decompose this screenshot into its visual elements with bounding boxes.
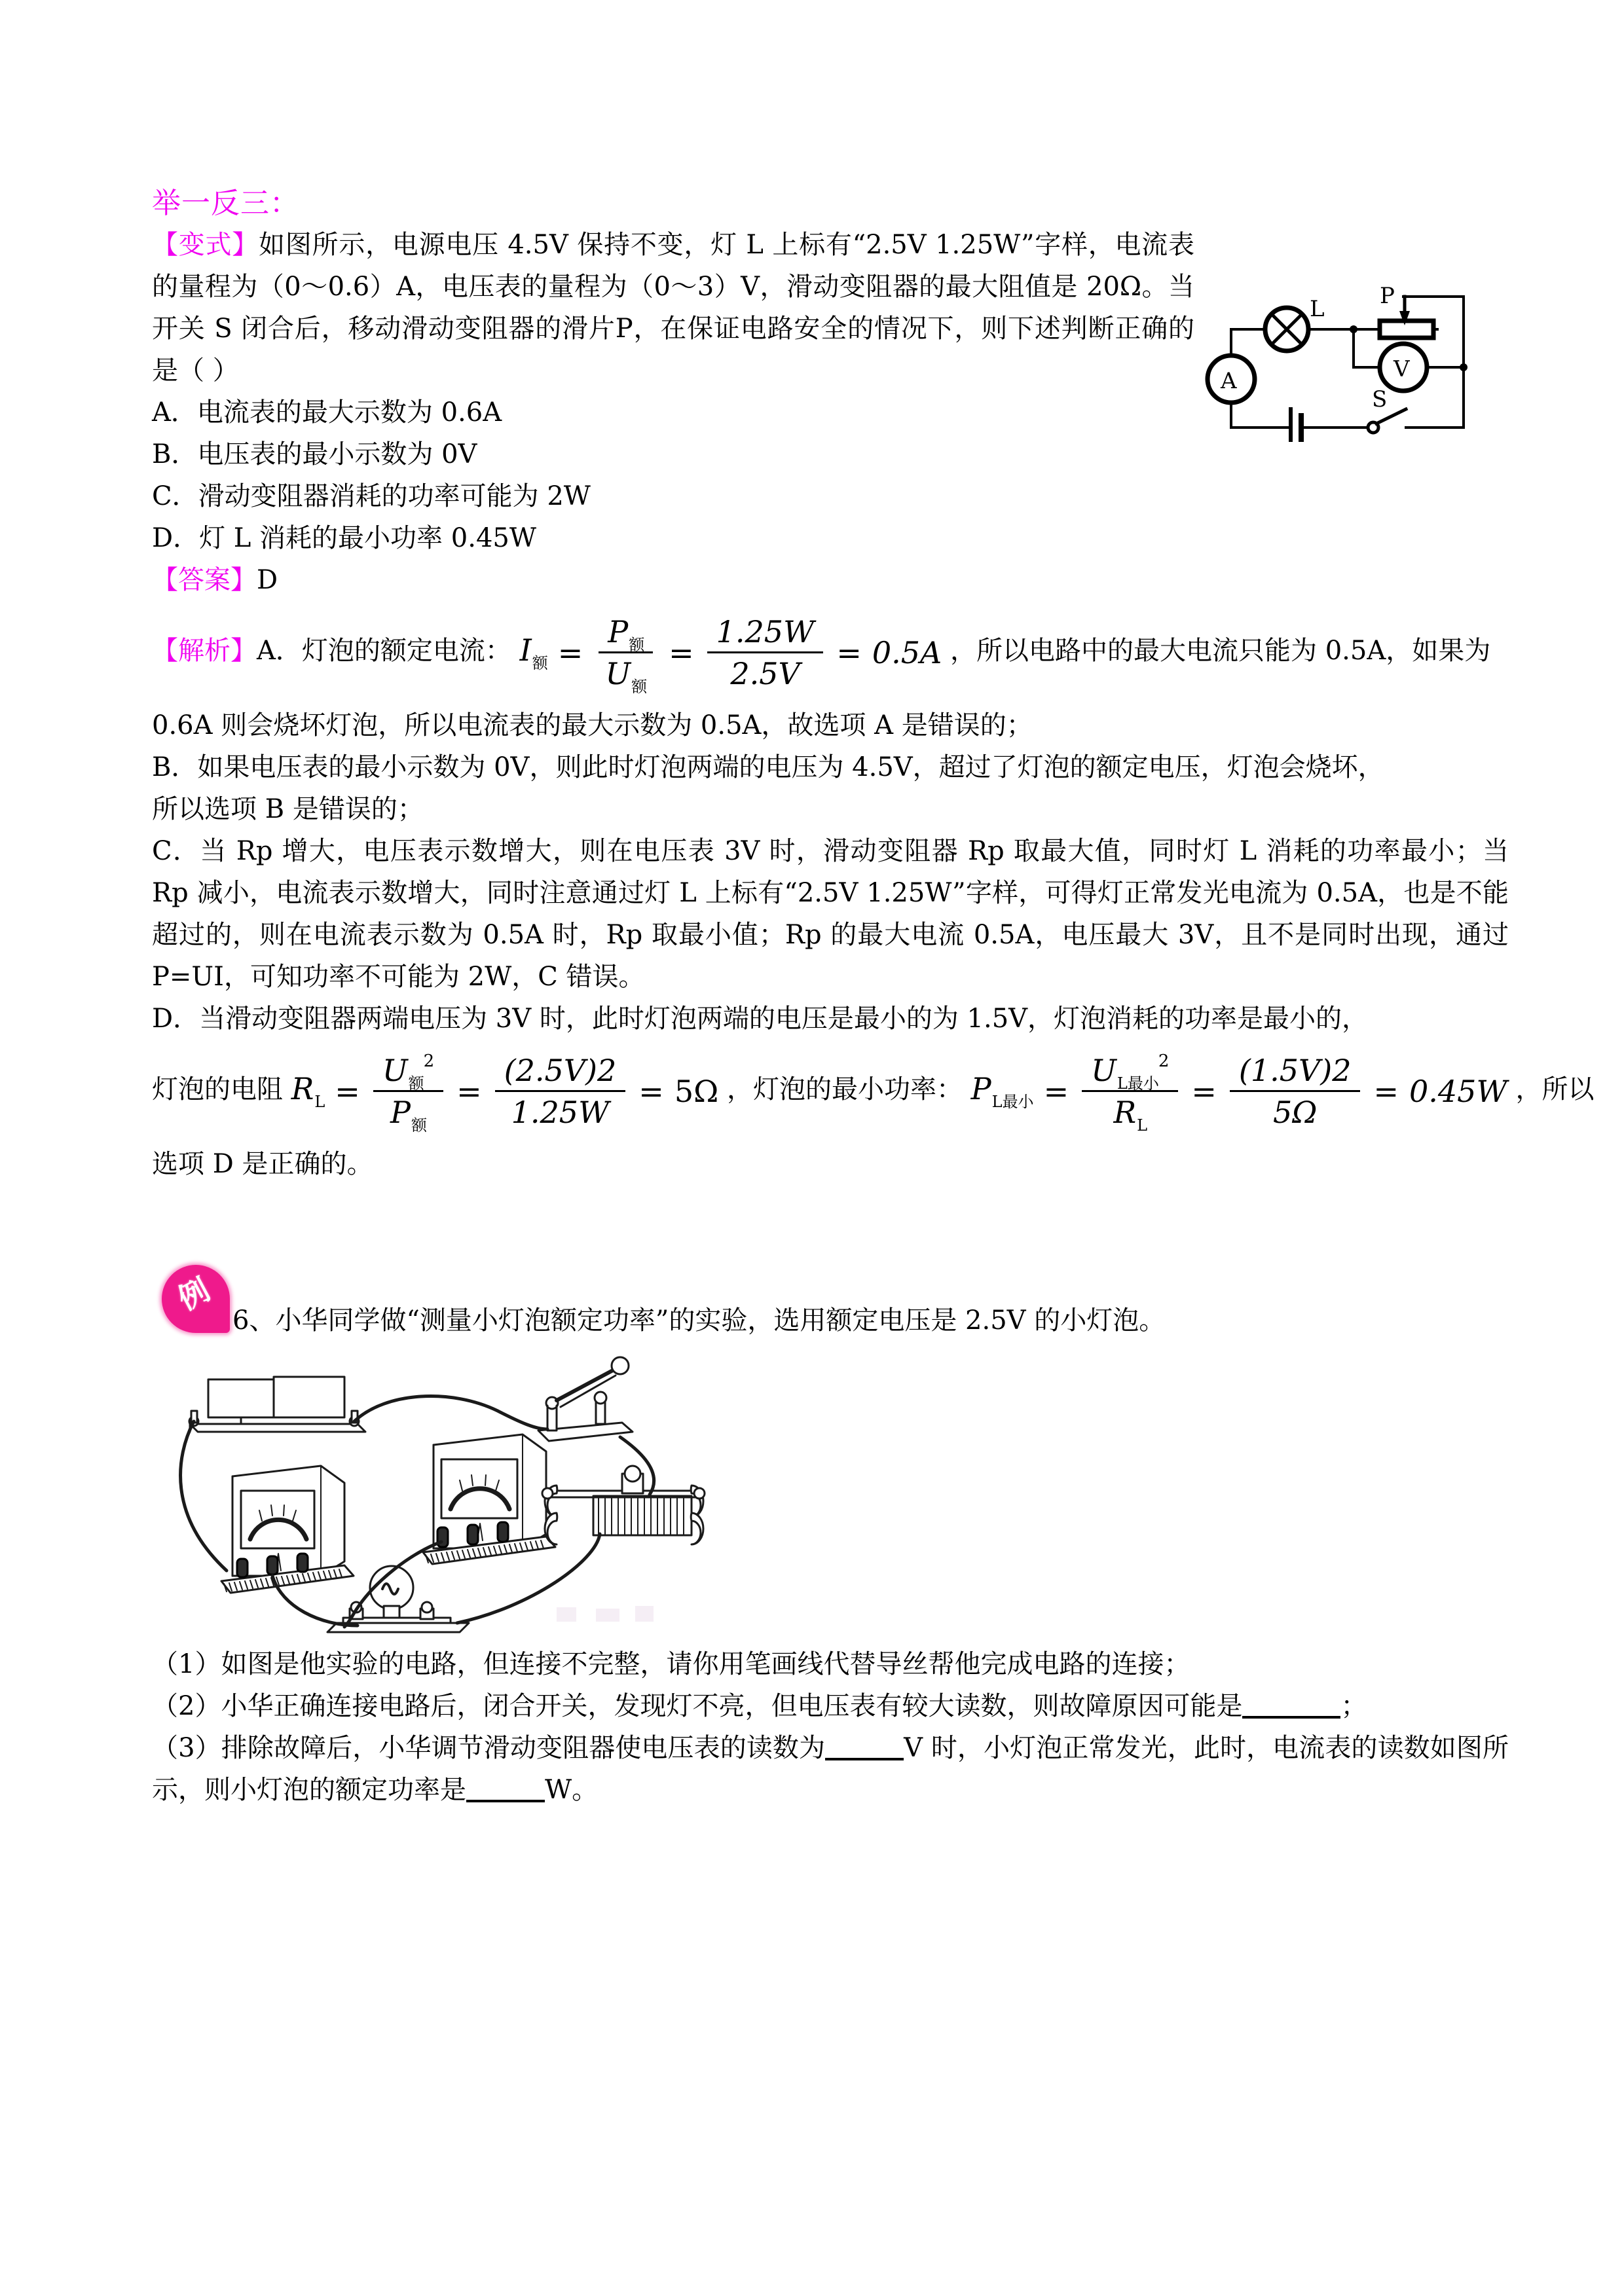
circuit-svg [1175,278,1503,442]
option-a: A．电流表的最大示数为 0.6A [152,397,502,428]
q6-sub-2-blank[interactable] [1242,1716,1340,1719]
analysis-conclusion: 选项 D 是正确的。 [152,1149,373,1180]
lamp-label: L [1310,296,1325,322]
section-heading: 举一反三： [152,187,299,220]
f3-num-value: (1.5V) [1238,1053,1333,1089]
f2-den-value: 1.25W [511,1094,610,1130]
option-c: C．滑动变阻器消耗的功率可能为 2W [152,481,591,512]
f2-num-value: (2.5V) [504,1053,597,1089]
f1-num-sub: 额 [629,636,645,655]
option-d: D．灯 L 消耗的最小功率 0.45W [152,523,536,554]
voltmeter-apparatus [423,1434,555,1564]
analysis-d-text: D．当滑动变阻器两端电压为 3V 时，此时灯泡两端的电压是最小的为 1.5V，灯泡消耗的功率是最小的， [152,1004,1369,1034]
analysis-line-d-formulas [152,1040,1595,1143]
f1-den-value: 2.5V [730,655,800,691]
battery-pack [189,1377,365,1432]
f2-result: 5Ω [674,1074,719,1110]
f3-num-value-sup: 2 [1332,1053,1352,1089]
f3-fraction-numeric [1230,1054,1361,1129]
f3-den-var: R [1113,1094,1137,1130]
analysis-a-tail: ，所以电路中的最大电流只能为 0.5A，如果为 [950,636,1491,666]
rheostat-symbol [1380,321,1433,338]
f1-result: 0.5A [872,635,942,671]
circuit-diagram [1175,278,1503,442]
q6-sub-3 [152,1727,1509,1811]
variant-body: 如图所示，电源电压 4.5V 保持不变，灯 L 上标有“2.5V 1.25W”字样，电流表的量程为（0～0.6）A，电压表的量程为（0～3）V，滑动变阻器的最大阻值是 20Ω。当开关 S 闭合后，移动滑动变阻器的滑片P，在保证电路安全的情况下，则下述判断正确的是（ ） [152,230,1195,386]
q6-sub-3-mid: V 时，小灯泡正常发光，此时，电流表的读数如图所示，则小灯泡的额定功率是 [152,1733,1509,1805]
variant-tag: 【变式】 [152,230,259,261]
f2-lhs: R [291,1071,314,1107]
f1-lhs: I [519,632,532,668]
f3-num-sup: 2 [1158,1051,1170,1072]
q6-sub-2 [152,1685,1509,1727]
analysis-b-line2: 所以选项 B 是错误的； [152,794,424,825]
f2-num-sup: 2 [423,1051,435,1072]
formula-min-power: $P_{L最小}$ = $\frac{U_{L最小}^2}{R_L}$ = $\frac{(1.5V)2}{5\Omega}$ = 0.45W [971,1040,1507,1143]
d-lead: 灯泡的电阻 [152,1074,283,1105]
example-badge-label: 例 [172,1271,215,1317]
f2-den-var: P [390,1094,411,1130]
f1-num-value: 1.25W [707,615,824,653]
f2-den-sub: 额 [411,1116,427,1135]
rheostat-apparatus [542,1466,705,1544]
f1-den-sub: 额 [631,677,648,696]
q6-sub-1 [152,1643,1509,1685]
apparatus-figure [164,1345,858,1633]
f1-lhs-sub: 额 [532,654,548,673]
example-badge [162,1265,239,1343]
q6-sub-1-text: （1）如图是他实验的电路，但连接不完整，请你用笔画线代替导丝帮他完成电路的连接； [152,1649,1190,1679]
q6-sub-3-blank-voltage[interactable] [825,1758,904,1760]
f2-lhs-sub: L [314,1093,325,1112]
f3-result: 0.45W [1409,1074,1507,1110]
ammeter-apparatus [221,1466,354,1593]
f3-fraction-symbolic [1082,1051,1178,1135]
f3-lhs-sub: L最小 [991,1093,1034,1112]
f1-fraction-numeric [707,615,824,690]
analysis-b-line1: B．如果电压表的最小示数为 0V，则此时灯泡两端的电压为 4.5V，超过了灯泡的额定电压，灯泡会烧坏， [152,752,1384,783]
q6-sub-3-blank-power[interactable] [466,1800,545,1802]
f2-fraction-numeric [495,1054,626,1129]
voltmeter-label: V [1393,356,1410,382]
f3-den-value: 5Ω [1273,1094,1318,1130]
apparatus-svg [164,1345,858,1633]
analysis-line-a [152,601,1509,704]
answer-tag: 【答案】 [152,565,257,596]
switch-label: S [1372,386,1388,412]
analysis-a-lead: A．灯泡的额定电流： [257,636,511,666]
f2-num-value-sup: 2 [597,1053,617,1089]
analysis-c-text: C．当 Rp 增大，电压表示数增大，则在电压表 3V 时，滑动变阻器 Rp 取最大值，同时灯 L 消耗的功率最小；当 Rp 减小，电流表示数增大，同时注意通过灯 L 上标有“2.5V 1.25W”字样，可得灯正常发光电流为 0.5A，也是不能超过的，则在电流表示数为 0.5A 时，Rp 取最小值；Rp 的最大电流 0.5A，电压最大 3V，且不是同时出现，通过 P=UI，可知功率不可能为 2W，C 错误。 [152,836,1509,993]
option-b: B．电压表的最小示数为 0V [152,439,477,470]
slider-label: P [1380,283,1395,309]
f2-fraction-symbolic [373,1051,443,1135]
d-mid-text: ，灯泡的最小功率： [726,1074,963,1105]
question-6-subquestions [152,1643,1509,1811]
ammeter-label: A [1221,368,1237,394]
formula-lamp-resistance: $R_L$ = $\frac{U_额^2}{P_额}$ = $\frac{(2.5V)2}{1.25W}$ = 5Ω [291,1040,719,1143]
switch-apparatus [538,1357,633,1441]
f3-num-var: U [1091,1053,1116,1089]
f1-fraction-symbolic [596,614,655,696]
answer-value: D [257,565,278,596]
f3-den-sub: L [1137,1116,1148,1135]
d-tail-text: ，所以 [1515,1074,1595,1105]
q6-sub-2-text: （2）小华正确连接电路后，闭合开关，发现灯不亮，但电压表有较大读数，则故障原因可能是 [152,1691,1243,1721]
analysis-tag: 【解析】 [152,636,257,666]
f2-num-var: U [382,1053,408,1089]
q6-sub-3-prefix: （3）排除故障后，小华调节滑动变阻器使电压表的读数为 [152,1733,826,1763]
f3-lhs: P [970,1071,991,1107]
q6-sub-2-suffix: ； [1340,1691,1367,1721]
q6-sub-3-suffix: W。 [545,1775,599,1805]
f1-num-var: P [608,614,629,650]
formula-rated-current: $I_额$ = $\frac{P_额}{U_额}$ = $\frac{1.25W}{2.5V}$ = 0.5A [520,601,942,704]
answer-line [152,559,1509,601]
f1-den-var: U [605,655,631,691]
f2-num-sub: 额 [408,1074,424,1093]
analysis-a-line2: 0.6A 则会烧坏灯泡，所以电流表的最大示数为 0.5A，故选项 A 是错误的； [152,710,1033,741]
f3-num-sub: L最小 [1116,1074,1159,1093]
question-6-stem: 6、小华同学做“测量小灯泡额定功率”的实验，选用额定电压是 2.5V 的小灯泡。 [232,1305,1166,1336]
